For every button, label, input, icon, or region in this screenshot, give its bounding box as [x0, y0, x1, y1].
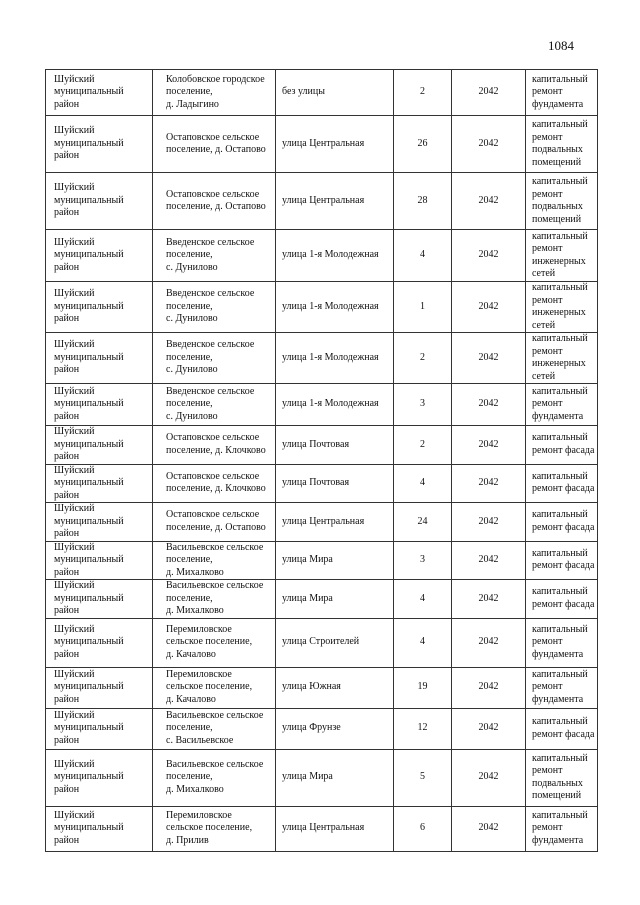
house-number-cell: 4	[394, 618, 452, 667]
table-row	[46, 708, 598, 749]
page-number: 1084	[548, 38, 574, 53]
work-type-cell	[526, 580, 598, 619]
street-cell: улица Почтовая	[276, 426, 394, 465]
settlement-cell-line: Васильевское сельское	[166, 580, 264, 591]
district-cell-line: район	[54, 410, 80, 422]
house-number-cell: 4	[394, 464, 452, 503]
district-cell	[46, 384, 153, 426]
work-type-cell-line: ремонт	[532, 294, 563, 306]
year-cell: 2042	[452, 806, 526, 851]
district-cell-line: Шуйский	[54, 288, 95, 300]
street-cell: улица Мира	[276, 749, 394, 806]
settlement-cell-line: с. Дунилово	[166, 313, 218, 325]
settlement-cell	[153, 667, 276, 708]
work-type-cell	[526, 667, 598, 708]
work-type-cell-line: ремонт	[532, 345, 563, 357]
work-type-cell-line: инженерных	[532, 255, 586, 267]
street-cell: улица 1-я Молодежная	[276, 230, 394, 282]
house-number-cell: 19	[394, 667, 452, 708]
district-cell-line: муниципальный	[54, 137, 124, 149]
settlement-cell	[153, 173, 276, 230]
work-type-cell-line: сетей	[532, 268, 556, 279]
settlement-cell-line: сельское поселение,	[166, 822, 253, 834]
district-cell-line: муниципальный	[54, 194, 124, 206]
table-row	[46, 426, 598, 465]
district-cell	[46, 667, 153, 708]
work-type-cell-line: капитальный	[532, 509, 588, 521]
settlement-cell-line: поселение,	[166, 398, 213, 410]
settlement-cell-line: Остаповское сельское	[166, 188, 260, 200]
work-type-cell-line: ремонт	[532, 131, 563, 143]
table-row	[46, 116, 598, 173]
work-type-cell-line: помещений	[532, 790, 582, 801]
district-cell-line: муниципальный	[54, 438, 124, 450]
district-cell-line: район	[54, 489, 80, 501]
settlement-cell-line: Перемиловское	[166, 809, 232, 821]
work-type-cell-line: ремонт	[532, 765, 563, 776]
house-number-cell: 2	[394, 333, 452, 384]
work-type-cell	[526, 230, 598, 282]
settlement-cell-line: с. Васильевское	[166, 734, 234, 746]
district-cell	[46, 464, 153, 503]
street-cell: улица 1-я Молодежная	[276, 282, 394, 333]
work-type-cell-line: ремонт фасада	[532, 560, 595, 572]
work-type-cell-line: ремонт фасада	[532, 521, 595, 533]
district-cell-line: муниципальный	[54, 249, 124, 261]
year-cell: 2042	[452, 667, 526, 708]
street-cell: улица Центральная	[276, 116, 394, 173]
settlement-cell-line: поселение,	[166, 351, 213, 363]
street-cell: улица 1-я Молодежная	[276, 384, 394, 426]
street-cell: улица Мира	[276, 580, 394, 619]
work-type-cell-line: капитальный	[532, 716, 588, 727]
table-row	[46, 464, 598, 503]
year-cell: 2042	[452, 384, 526, 426]
work-type-cell-line: капитальный	[532, 547, 588, 559]
work-type-cell-line: капитальный	[532, 809, 588, 821]
district-cell-line: Шуйский	[54, 236, 95, 248]
table-row	[46, 749, 598, 806]
settlement-cell-line: сельское поселение,	[166, 681, 253, 693]
street-cell: без улицы	[276, 70, 394, 116]
house-number-cell: 3	[394, 384, 452, 426]
settlement-cell-line: д. Михалково	[166, 605, 224, 616]
work-type-cell-line: ремонт фасада	[532, 444, 595, 456]
settlement-cell	[153, 618, 276, 667]
work-type-cell-line: фундамента	[532, 648, 584, 660]
district-cell-line: муниципальный	[54, 822, 124, 834]
settlement-cell-line: поселение,	[166, 300, 213, 312]
settlement-cell-line: д. Михалково	[166, 566, 224, 578]
work-type-cell	[526, 116, 598, 173]
work-type-cell-line: ремонт фасада	[532, 598, 595, 610]
work-type-cell-line: ремонт	[532, 188, 563, 200]
work-type-cell-line: помещений	[532, 156, 582, 168]
settlement-cell	[153, 541, 276, 580]
district-cell	[46, 708, 153, 749]
district-cell-line: муниципальный	[54, 300, 124, 312]
house-number-cell: 28	[394, 173, 452, 230]
settlement-cell-line: Введенское сельское	[166, 288, 255, 300]
settlement-cell-line: поселение,	[166, 592, 213, 604]
year-cell: 2042	[452, 282, 526, 333]
work-type-cell-line: ремонт	[532, 681, 563, 693]
district-cell-line: Шуйский	[54, 709, 95, 721]
work-type-cell	[526, 503, 598, 542]
district-cell	[46, 806, 153, 851]
work-type-cell-line: фундамента	[532, 834, 584, 846]
year-cell: 2042	[452, 541, 526, 580]
work-type-cell	[526, 384, 598, 426]
year-cell: 2042	[452, 116, 526, 173]
settlement-cell-line: д. Ладыгино	[166, 98, 219, 110]
district-cell-line: Шуйский	[54, 541, 95, 553]
district-cell	[46, 333, 153, 384]
settlement-cell	[153, 749, 276, 806]
district-cell-line: Шуйский	[54, 426, 95, 437]
table-row	[46, 384, 598, 426]
settlement-cell	[153, 806, 276, 851]
district-cell-line: район	[54, 528, 80, 539]
year-cell: 2042	[452, 503, 526, 542]
district-cell-line: Шуйский	[54, 182, 95, 194]
house-number-cell: 24	[394, 503, 452, 542]
settlement-cell	[153, 70, 276, 116]
district-cell	[46, 282, 153, 333]
settlement-cell-line: Васильевское сельское	[166, 709, 264, 721]
district-cell	[46, 580, 153, 619]
district-cell	[46, 230, 153, 282]
settlement-cell-line: поселение,	[166, 771, 213, 783]
settlement-cell-line: поселение,	[166, 86, 213, 98]
settlement-cell-line: Остаповское сельское	[166, 131, 260, 143]
street-cell: улица 1-я Молодежная	[276, 333, 394, 384]
district-cell-line: район	[54, 648, 80, 660]
district-cell-line: район	[54, 313, 80, 325]
street-cell: улица Почтовая	[276, 464, 394, 503]
table-row	[46, 230, 598, 282]
street-cell: улица Мира	[276, 541, 394, 580]
settlement-cell-line: Остаповское сельское	[166, 432, 260, 444]
district-cell	[46, 70, 153, 116]
work-type-cell-line: ремонт	[532, 243, 563, 254]
work-type-cell-line: ремонт	[532, 636, 563, 648]
work-type-cell-line: ремонт	[532, 822, 563, 834]
year-cell: 2042	[452, 749, 526, 806]
work-type-cell-line: подвальных	[532, 201, 583, 212]
street-cell: улица Центральная	[276, 806, 394, 851]
work-type-cell-line: капитальный	[532, 119, 588, 130]
settlement-cell	[153, 464, 276, 503]
work-type-cell-line: фундамента	[532, 410, 584, 422]
table-row	[46, 333, 598, 384]
settlement-cell-line: с. Дунилово	[166, 364, 218, 376]
district-cell-line: Шуйский	[54, 503, 95, 514]
street-cell: улица Южная	[276, 667, 394, 708]
work-type-cell-line: сетей	[532, 319, 556, 331]
work-type-cell	[526, 464, 598, 503]
work-type-cell	[526, 333, 598, 384]
district-cell-line: Шуйский	[54, 339, 95, 351]
settlement-cell-line: Введенское сельское	[166, 236, 255, 248]
district-cell-line: район	[54, 783, 80, 795]
year-cell: 2042	[452, 580, 526, 619]
street-cell: улица Строителей	[276, 618, 394, 667]
year-cell: 2042	[452, 70, 526, 116]
work-type-cell-line: ремонт	[532, 398, 563, 410]
table-body	[46, 70, 598, 852]
settlement-cell-line: поселение, д. Остапово	[166, 521, 266, 533]
work-type-cell-line: капитальный	[532, 586, 588, 598]
work-type-cell-line: капитальный	[532, 470, 588, 482]
work-type-cell	[526, 282, 598, 333]
settlement-cell	[153, 580, 276, 619]
district-cell	[46, 618, 153, 667]
table-row	[46, 618, 598, 667]
house-number-cell: 5	[394, 749, 452, 806]
work-type-cell	[526, 618, 598, 667]
table-row	[46, 70, 598, 116]
district-cell-line: муниципальный	[54, 554, 124, 565]
table-row	[46, 806, 598, 851]
settlement-cell-line: д. Качалово	[166, 693, 216, 705]
table-row	[46, 282, 598, 333]
settlement-cell-line: поселение,	[166, 722, 213, 734]
district-cell-line: Шуйский	[54, 623, 95, 635]
house-number-cell: 6	[394, 806, 452, 851]
table-row	[46, 503, 598, 542]
settlement-cell-line: поселение, д. Клочково	[166, 483, 266, 495]
work-type-cell-line: капитальный	[532, 176, 588, 187]
year-cell: 2042	[452, 618, 526, 667]
work-type-cell-line: капитальный	[532, 385, 588, 397]
settlement-cell-line: д. Качалово	[166, 648, 216, 660]
district-cell-line: муниципальный	[54, 771, 124, 783]
settlement-cell-line: поселение,	[166, 554, 213, 565]
street-cell: улица Центральная	[276, 173, 394, 230]
settlement-cell-line: Васильевское сельское	[166, 758, 264, 770]
district-cell-line: муниципальный	[54, 592, 124, 604]
district-cell-line: район	[54, 605, 80, 616]
settlement-cell	[153, 333, 276, 384]
settlement-cell-line: д. Михалково	[166, 783, 224, 795]
settlement-cell-line: Остаповское сельское	[166, 509, 260, 521]
district-cell-line: район	[54, 207, 80, 219]
district-cell-line: район	[54, 734, 80, 746]
settlement-cell-line: Введенское сельское	[166, 385, 255, 397]
year-cell: 2042	[452, 333, 526, 384]
district-cell-line: Шуйский	[54, 464, 95, 476]
district-cell-line: район	[54, 451, 80, 462]
year-cell: 2042	[452, 464, 526, 503]
district-cell	[46, 749, 153, 806]
street-cell: улица Фрунзе	[276, 708, 394, 749]
house-number-cell: 26	[394, 116, 452, 173]
work-type-cell-line: капитальный	[532, 230, 588, 242]
district-cell-line: муниципальный	[54, 636, 124, 648]
house-number-cell: 2	[394, 70, 452, 116]
work-type-cell	[526, 749, 598, 806]
work-type-cell	[526, 70, 598, 116]
district-cell-line: Шуйский	[54, 73, 95, 85]
work-type-cell-line: капитальный	[532, 282, 588, 293]
settlement-cell	[153, 230, 276, 282]
district-cell	[46, 541, 153, 580]
district-cell	[46, 173, 153, 230]
settlement-cell	[153, 708, 276, 749]
work-type-cell-line: капитальный	[532, 333, 588, 344]
year-cell: 2042	[452, 708, 526, 749]
work-type-cell	[526, 426, 598, 465]
work-type-cell-line: капитальный	[532, 752, 588, 764]
work-type-cell-line: ремонт фасада	[532, 483, 595, 495]
work-type-cell-line: ремонт	[532, 86, 563, 98]
settlement-cell-line: с. Дунилово	[166, 410, 218, 422]
district-cell-line: муниципальный	[54, 477, 124, 488]
settlement-cell-line: Перемиловское	[166, 668, 232, 680]
district-cell-line: Шуйский	[54, 385, 95, 397]
district-cell	[46, 116, 153, 173]
settlement-cell-line: Остаповское сельское	[166, 470, 260, 482]
district-cell-line: район	[54, 261, 80, 273]
street-cell: улица Центральная	[276, 503, 394, 542]
work-type-cell-line: фундамента	[532, 98, 584, 110]
house-number-cell: 3	[394, 541, 452, 580]
work-type-cell	[526, 173, 598, 230]
repair-schedule-table	[45, 69, 598, 852]
district-cell	[46, 503, 153, 542]
settlement-cell-line: Перемиловское	[166, 623, 232, 635]
district-cell-line: Шуйский	[54, 758, 95, 770]
house-number-cell: 12	[394, 708, 452, 749]
settlement-cell-line: поселение,	[166, 249, 213, 261]
settlement-cell-line: поселение, д. Остапово	[166, 201, 266, 212]
district-cell-line: Шуйский	[54, 668, 95, 680]
house-number-cell: 1	[394, 282, 452, 333]
house-number-cell: 2	[394, 426, 452, 465]
work-type-cell-line: помещений	[532, 213, 582, 225]
work-type-cell-line: инженерных	[532, 307, 586, 318]
work-type-cell-line: фундамента	[532, 693, 584, 705]
district-cell-line: муниципальный	[54, 722, 124, 734]
district-cell-line: муниципальный	[54, 515, 124, 527]
settlement-cell-line: Васильевское сельское	[166, 541, 264, 553]
work-type-cell	[526, 708, 598, 749]
settlement-cell	[153, 116, 276, 173]
work-type-cell-line: сетей	[532, 370, 556, 382]
district-cell-line: муниципальный	[54, 681, 124, 693]
work-type-cell	[526, 541, 598, 580]
table-row	[46, 580, 598, 619]
year-cell: 2042	[452, 230, 526, 282]
settlement-cell-line: Колобовское городское	[166, 73, 265, 85]
table-row	[46, 667, 598, 708]
settlement-cell-line: поселение, д. Клочково	[166, 444, 266, 456]
district-cell-line: район	[54, 693, 80, 705]
table-row	[46, 541, 598, 580]
settlement-cell	[153, 384, 276, 426]
work-type-cell-line: капитальный	[532, 668, 588, 680]
work-type-cell-line: подвальных	[532, 144, 583, 155]
settlement-cell	[153, 282, 276, 333]
table-row	[46, 173, 598, 230]
district-cell-line: район	[54, 566, 80, 578]
work-type-cell-line: капитальный	[532, 623, 588, 635]
settlement-cell-line: поселение, д. Остапово	[166, 144, 266, 155]
work-type-cell-line: капитальный	[532, 432, 588, 444]
district-cell-line: район	[54, 98, 80, 110]
district-cell-line: район	[54, 364, 80, 376]
district-cell-line: муниципальный	[54, 86, 124, 98]
work-type-cell-line: подвальных	[532, 777, 583, 789]
work-type-cell	[526, 806, 598, 851]
settlement-cell	[153, 503, 276, 542]
house-number-cell: 4	[394, 230, 452, 282]
district-cell-line: Шуйский	[54, 809, 95, 821]
district-cell-line: Шуйский	[54, 125, 95, 137]
district-cell-line: район	[54, 150, 80, 162]
settlement-cell-line: сельское поселение,	[166, 636, 253, 648]
district-cell-line: муниципальный	[54, 398, 124, 410]
settlement-cell-line: Введенское сельское	[166, 339, 255, 351]
house-number-cell: 4	[394, 580, 452, 619]
year-cell: 2042	[452, 173, 526, 230]
district-cell	[46, 426, 153, 465]
work-type-cell-line: ремонт фасада	[532, 728, 595, 740]
district-cell-line: Шуйский	[54, 580, 95, 591]
year-cell: 2042	[452, 426, 526, 465]
settlement-cell-line: с. Дунилово	[166, 261, 218, 273]
work-type-cell-line: капитальный	[532, 73, 588, 85]
settlement-cell	[153, 426, 276, 465]
settlement-cell-line: д. Прилив	[166, 834, 209, 846]
district-cell-line: район	[54, 834, 80, 846]
work-type-cell-line: инженерных	[532, 358, 586, 369]
district-cell-line: муниципальный	[54, 351, 124, 363]
